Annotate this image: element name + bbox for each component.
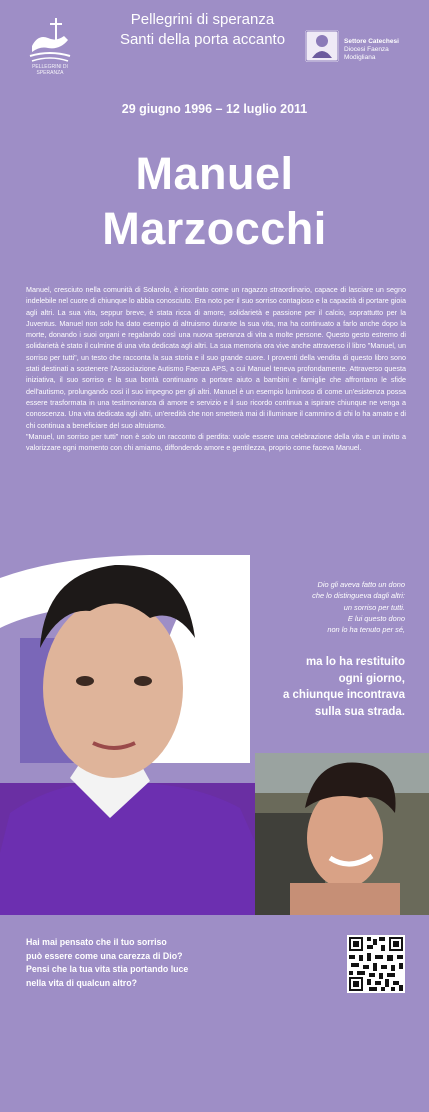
org-line-1: Settore Catechesi [344,38,399,45]
reflection-question [26,936,256,990]
org-name [344,38,399,62]
diocese-seal-icon [305,30,339,62]
bio-paragraph-2: "Manuel, un sorriso per tutti" non è solo un racconto di perdita: vuole essere una celebrazione della vita e un invito a valorizzare ogni momento con chi amiamo, diffondendo amore e gentilezza, proprio come faceva Manuel. [26,431,406,453]
logo-text: PELLEGRINI DI SPERANZA [32,64,68,76]
series-line-1: Pellegrini di speranza [130,11,275,28]
life-dates: 29 giugno 1996 – 12 luglio 2011 [121,102,308,116]
quote-highlight-line: ma lo ha restituito [305,656,405,668]
question-line: nella vita di qualcun altro? [26,977,137,988]
quote-line: che lo distingueva dagli altri: [312,591,405,601]
question-line: Hai mai pensato che il tuo sorriso [26,937,167,947]
qr-code-icon[interactable] [347,935,405,993]
quote-line: E lui questo dono [347,613,405,623]
quote-highlight-line: sulla sua strada. [314,705,405,718]
quote-line: Dio gli aveva fatto un dono [317,580,405,589]
org-line-3: Modigliana [344,54,376,61]
series-line-2: Santi della porta accanto [119,31,286,48]
question-line: può essere come una carezza di Dio? [26,950,183,961]
bio-paragraph-1: Manuel, cresciuto nella comunità di Solarolo, è ricordato come un ragazzo straordinario, capace di lasciare un segno indelebile nel cuore di chiunque lo abbia conosciuto. Era noto per il suo sorriso contagioso e la capacità di portare gioia agli altri. La sua vita, seppur breve, è stata ricca di amore, solidarietà e passione per il calcio, soprattutto per la Juventus. Manuel non solo ha dato esempio di altruismo durante la sua vita, ma ha continuato a farlo anche dopo la morte, donando i suoi organi e regalando così una nuova speranza di vita a molte persone. Questo gesto estremo di solidarietà è stato il culmine di una vita dedicata agli altri. La sua memoria ora vive anche attraverso il libro "Manuel, un sorriso per tutti", un testo che racconta la sua storia e il suo grande cuore. I proventi della vendita di questo libro sono stati destinati a sostenere l'Associazione Autismo Faenza APS, a cui Manuel teneva profondamente. Attraverso questa iniziativa, il suo sorriso e la sua bontà continuano a portare aiuto a bambini e famiglie che affrontano le sfide dell'autismo, prolungando così il suo impegno per gli altri. Manuel è un esempio luminoso di come un'esistenza possa essere trasformata in una testimonianza di amore e servizio e il suo ricordo continua a ispirare chiunque ne venga a conoscenza. Una vita dedicata agli altri, un'eredità che non smetterà mai di illuminare il cammino di chi lo ha amato e di chi continua a beneficiare del suo altruismo. [26,285,406,430]
org-line-2: Diocesi Faenza [344,46,389,53]
quote-line: un sorriso per tutti. [343,602,405,612]
quote-highlight-line: a chiunque incontrava [282,689,405,701]
question-line: Pensi che la tua vita stia portando luce [26,964,189,974]
first-name: Manuel [135,148,294,199]
quote-highlight [240,654,405,720]
smiling-photo [255,753,429,915]
quote-intro [260,579,405,635]
last-name: Marzocchi [102,203,327,254]
series-title [90,10,315,50]
biography [26,284,406,453]
quote-highlight-line: ogni giorno, [338,672,405,685]
quote-line: non lo ha tenuto per sé, [327,625,405,635]
